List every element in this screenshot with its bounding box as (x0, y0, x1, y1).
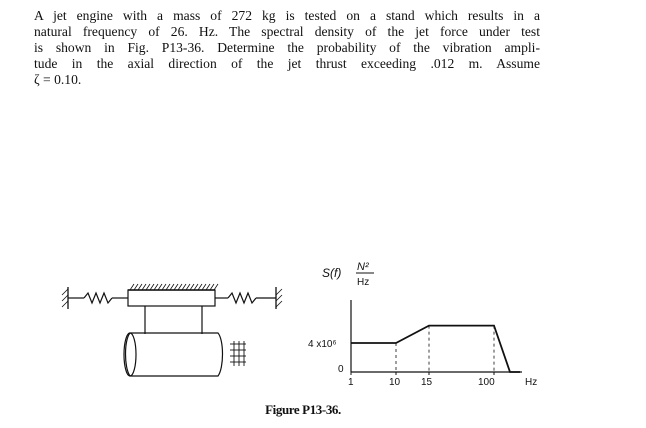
x-tick-label-15: 15 (421, 377, 433, 388)
problem-line-2: natural frequency of 26. Hz. The spectral density of the jet force under test (34, 24, 540, 39)
right-spring (215, 293, 276, 303)
vertical-guides (396, 326, 494, 372)
y-axis-label: S(f) (322, 266, 342, 280)
engine-test-stand-diagram (62, 284, 282, 376)
x-tick-label-100: 100 (478, 377, 495, 388)
problem-line-3: is shown in Fig. P13-36. Determine the probability of the vibration ampli- (34, 40, 540, 55)
problem-line-4: tude in the axial direction of the jet thrust exceeding .012 m. Assume (34, 56, 540, 71)
problem-line-1: A jet engine with a mass of 272 kg is tested on a stand which results in a (34, 8, 540, 23)
jet-engine-body (126, 333, 223, 376)
y-unit-numerator: N² (357, 261, 369, 273)
y-unit-denominator: Hz (357, 277, 370, 288)
exhaust-arrows (230, 341, 246, 366)
stand-mass-block (128, 290, 215, 306)
spectral-density-plot (308, 261, 537, 388)
ground-hatch (128, 284, 218, 290)
figure-caption: Figure P13-36. (265, 402, 341, 417)
left-spring (68, 293, 128, 303)
right-wall (276, 287, 282, 309)
zero-label: 0 (338, 364, 344, 375)
problem-line-5: ζ = 0.10. (34, 72, 82, 87)
x-axis-unit: Hz (525, 377, 538, 388)
level-label: 4 x10⁶ (308, 339, 337, 350)
x-tick-label-1: 1 (348, 377, 354, 388)
left-wall (62, 287, 68, 309)
spectral-density-curve (351, 326, 520, 372)
x-tick-label-10: 10 (389, 377, 401, 388)
